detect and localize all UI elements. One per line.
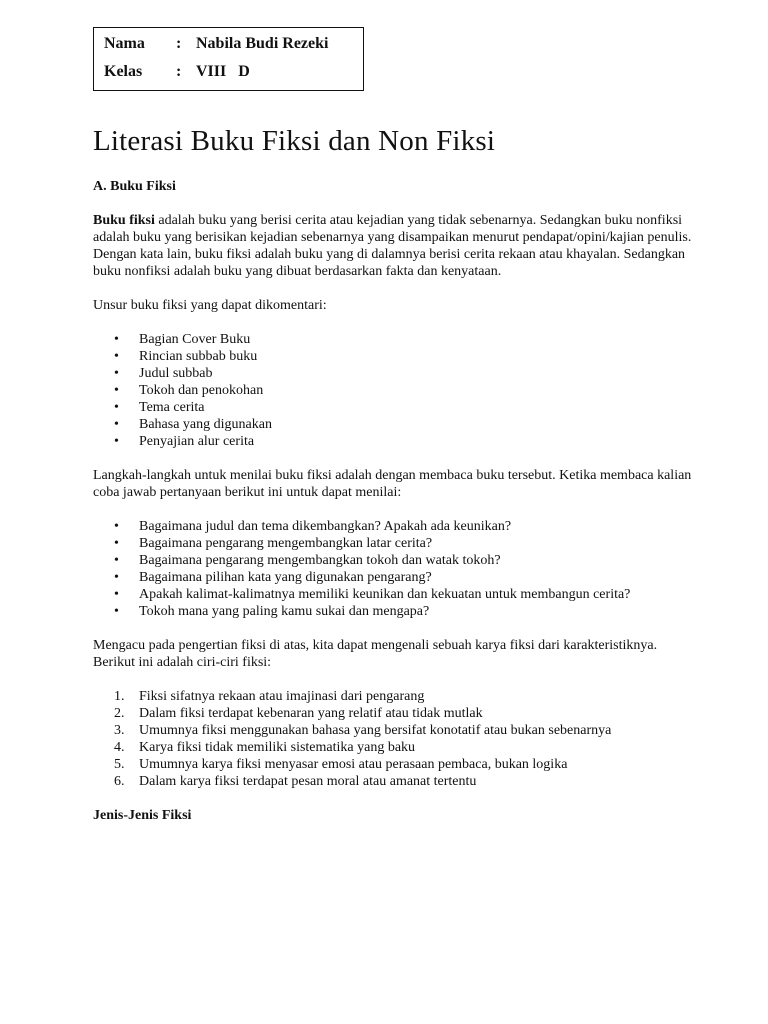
page-title: Literasi Buku Fiksi dan Non Fiksi [93,125,496,157]
bullet-icon: • [114,434,119,449]
list-item: • Tokoh mana yang paling kamu sukai dan mengapa? [114,604,430,619]
definition-term: Buku fiksi [93,213,155,228]
characteristics-intro: Mengacu pada pengertian fiksi di atas, kita dapat mengenali sebuah karya fiksi dari karakteristiknya. Berikut ini adalah ciri-ciri fiksi: [93,638,658,670]
bullet-icon: • [114,604,119,619]
section-heading: A. Buku Fiksi [93,179,176,194]
definition-text: adalah buku yang berisi cerita atau kejadian yang tidak sebenarnya. Sedangkan buku nonfiksi adalah buku yang berisikan kejadian sebenarnya yang disampaikan menurut pendapat/opini/kajian penulis. [93,213,692,245]
list-number: 5. [114,757,125,772]
list-item: • Tema cerita [114,400,205,415]
list-item: • Penyajian alur cerita [114,434,255,449]
elements-intro: Unsur buku fiksi yang dapat dikomentari: [93,298,327,313]
list-item: • Tokoh dan penokohan [114,383,264,398]
bullet-icon: • [114,570,119,585]
list-number: 6. [114,774,125,789]
list-item: • Bagaimana pilihan kata yang digunakan pengarang? [114,570,432,585]
list-item: • Bagaimana pengarang mengembangkan tokoh dan watak tokoh? [114,553,501,568]
list-number: 4. [114,740,125,755]
list-item: • Judul subbab [114,366,213,381]
subsection-heading: Jenis-Jenis Fiksi [93,808,192,823]
name-colon: : [176,35,182,52]
list-item: 5. Umumnya karya fiksi menyasar emosi atau perasaan pembaca, bukan logika [114,757,568,772]
list-item: • Apakah kalimat-kalimatnya memiliki keunikan dan kekuatan untuk membangun cerita? [114,587,631,602]
list-number: 2. [114,706,125,721]
name-row [104,35,328,53]
bullet-icon: • [114,519,119,534]
bullet-icon: • [114,366,119,381]
list-item: 1. Fiksi sifatnya rekaan atau imajinasi dari pengarang [114,689,425,704]
class-row [104,63,250,81]
list-item: • Bagaimana judul dan tema dikembangkan? Apakah ada keunikan? [114,519,512,534]
bullet-icon: • [114,383,119,398]
questions-list [93,518,693,620]
document-body [93,178,693,824]
bullet-icon: • [114,332,119,347]
list-number: 1. [114,689,125,704]
bullet-icon: • [114,553,119,568]
bullet-icon: • [114,417,119,432]
list-item: 4. Karya fiksi tidak memiliki sistematika yang baku [114,740,416,755]
list-item: 6. Dalam karya fiksi terdapat pesan moral atau amanat tertentu [114,774,477,789]
bullet-icon: • [114,400,119,415]
list-item: • Bagaimana pengarang mengembangkan latar cerita? [114,536,433,551]
name-label: Nama [104,35,145,52]
list-item: • Rincian subbab buku [114,349,258,364]
paraphrase-paragraph: Dengan kata lain, buku fiksi adalah buku yang di dalamnya berisi cerita rekaan atau khayalan. Sedangkan buku nonfiksi adalah buku yang dibuat berdasarkan fakta dan kenyataan. [93,247,686,279]
student-identity-box [93,27,364,91]
bullet-icon: • [114,349,119,364]
bullet-icon: • [114,587,119,602]
list-item: 2. Dalam fiksi terdapat kebenaran yang relatif atau tidak mutlak [114,706,483,721]
name-value: Nabila Budi Rezeki [196,35,329,52]
class-label: Kelas [104,63,143,80]
class-colon: : [176,63,182,80]
definition-paragraph [93,212,693,246]
list-item: • Bagian Cover Buku [114,332,251,347]
class-value: VIII D [196,63,250,80]
list-item: • Bahasa yang digunakan [114,417,272,432]
elements-list [93,331,693,450]
list-item: 3. Umumnya fiksi menggunakan bahasa yang bersifat konotatif atau bukan sebenarnya [114,723,612,738]
characteristics-list [93,688,693,790]
steps-intro: Langkah-langkah untuk menilai buku fiksi adalah dengan membaca buku tersebut. Ketika membaca kalian coba jawab pertanyaan berikut ini untuk dapat menilai: [93,468,692,500]
list-number: 3. [114,723,125,738]
bullet-icon: • [114,536,119,551]
